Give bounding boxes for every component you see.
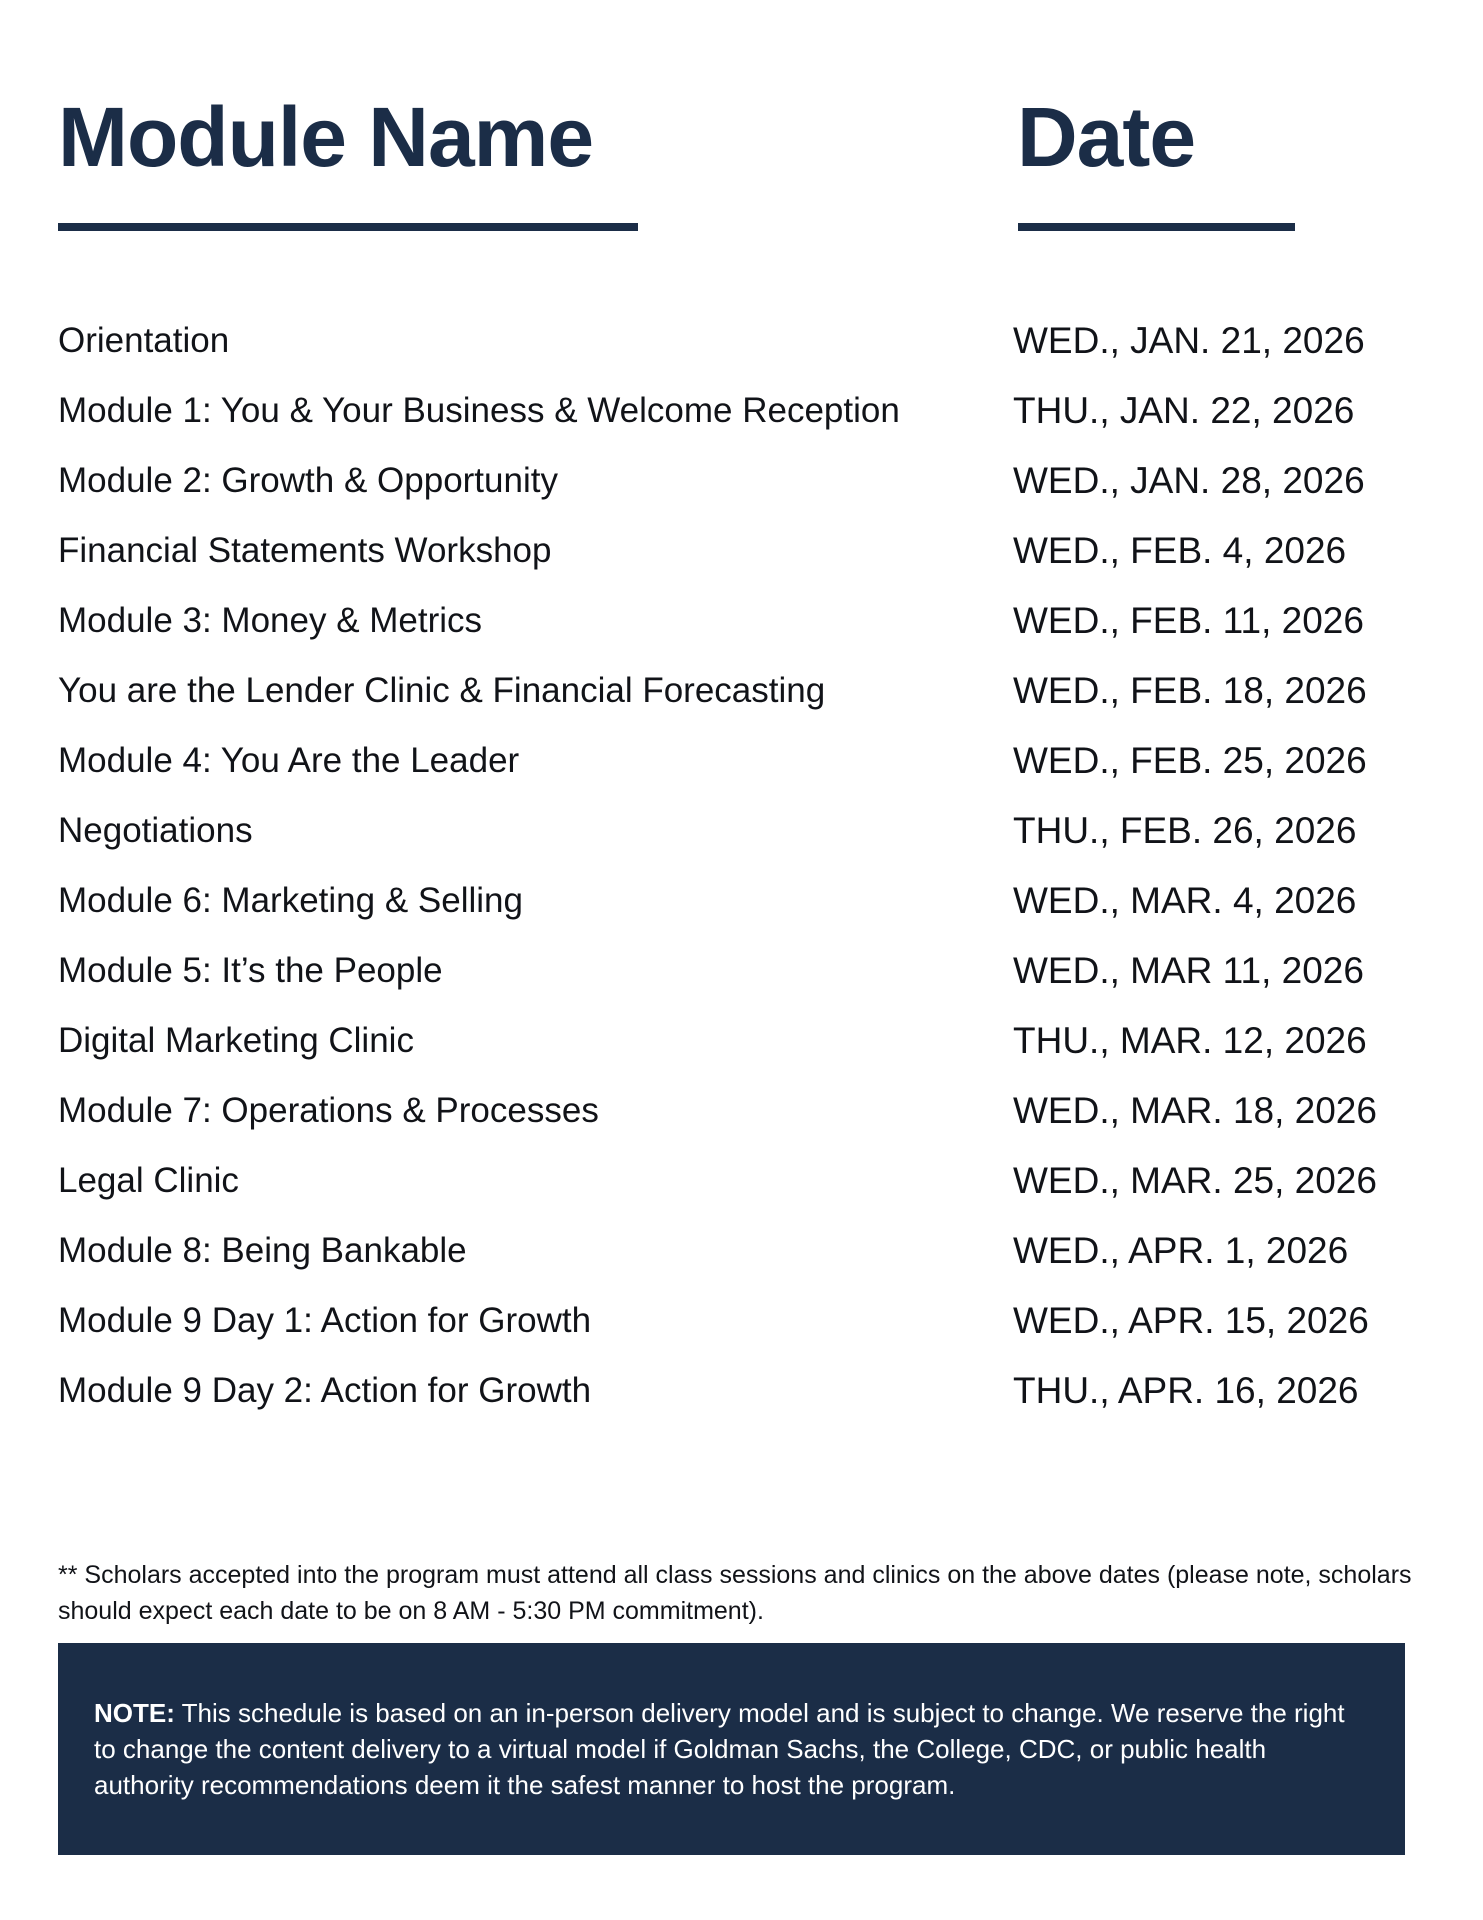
module-date: WED., JAN. 21, 2026: [1013, 320, 1365, 361]
module-name: Module 5: It’s the People: [58, 951, 443, 990]
module-date: WED., MAR. 4, 2026: [1013, 880, 1357, 921]
module-date: WED., FEB. 11, 2026: [1013, 600, 1364, 641]
schedule-row: [0, 318, 1483, 388]
module-name: Module 9 Day 2: Action for Growth: [58, 1371, 592, 1410]
module-name: Module 8: Being Bankable: [58, 1231, 467, 1270]
module-date: WED., APR. 1, 2026: [1013, 1230, 1349, 1271]
schedule-row: [0, 948, 1483, 1018]
schedule-row: [0, 528, 1483, 598]
module-date: THU., MAR. 12, 2026: [1013, 1020, 1367, 1061]
date-underline: [1018, 223, 1295, 231]
module-name: Module 7: Operations & Processes: [58, 1091, 599, 1130]
date-heading: Date: [1017, 90, 1196, 184]
module-date: WED., JAN. 28, 2026: [1013, 460, 1365, 501]
schedule-list: [0, 318, 1483, 1438]
schedule-row: [0, 1368, 1483, 1438]
schedule-row: [0, 598, 1483, 668]
attendance-footnote: ** Scholars accepted into the program must attend all class sessions and clinics on the above dates (please note, scholars should expect each date to be on 8 AM - 5:30 PM commitment).: [58, 1561, 1412, 1625]
module-date: THU., FEB. 26, 2026: [1013, 810, 1357, 851]
module-name: Orientation: [58, 321, 230, 360]
module-name: You are the Lender Clinic & Financial Forecasting: [58, 671, 826, 710]
schedule-row: [0, 1158, 1483, 1228]
schedule-row: [0, 458, 1483, 528]
module-date: THU., JAN. 22, 2026: [1013, 390, 1355, 431]
schedule-row: [0, 878, 1483, 948]
module-name: Legal Clinic: [58, 1161, 239, 1200]
module-name-heading: Module Name: [58, 90, 594, 184]
module-date: THU., APR. 16, 2026: [1013, 1370, 1359, 1411]
module-date: WED., MAR. 18, 2026: [1013, 1090, 1377, 1131]
module-date: WED., APR. 15, 2026: [1013, 1300, 1369, 1341]
note-label: NOTE:: [94, 1698, 175, 1728]
module-date: WED., MAR. 25, 2026: [1013, 1160, 1377, 1201]
module-date: WED., FEB. 18, 2026: [1013, 670, 1367, 711]
schedule-row: [0, 388, 1483, 458]
module-name: Digital Marketing Clinic: [58, 1021, 414, 1060]
note-text: This schedule is based on an in-person delivery model and is subject to change. We reserve the right to change the content delivery to a virtual model if Goldman Sachs, the College, CDC, or public health authority recommendations deem it the safest manner to host the program.: [94, 1698, 1345, 1800]
module-name: Negotiations: [58, 811, 253, 850]
module-date: WED., FEB. 25, 2026: [1013, 740, 1367, 781]
module-name: Module 2: Growth & Opportunity: [58, 461, 558, 500]
schedule-row: [0, 1298, 1483, 1368]
schedule-row: [0, 738, 1483, 808]
module-name: Module 4: You Are the Leader: [58, 741, 520, 780]
module-name: Financial Statements Workshop: [58, 531, 552, 570]
module-name: Module 6: Marketing & Selling: [58, 881, 523, 920]
module-date: WED., MAR 11, 2026: [1013, 950, 1364, 991]
schedule-row: [0, 1228, 1483, 1298]
module-name: Module 3: Money & Metrics: [58, 601, 483, 640]
module-name-underline: [58, 223, 638, 231]
schedule-note-box: [58, 1643, 1405, 1855]
schedule-row: [0, 1018, 1483, 1088]
module-name: Module 1: You & Your Business & Welcome Reception: [58, 391, 900, 430]
schedule-row: [0, 1088, 1483, 1158]
module-name: Module 9 Day 1: Action for Growth: [58, 1301, 592, 1340]
module-date: WED., FEB. 4, 2026: [1013, 530, 1347, 571]
schedule-row: [0, 668, 1483, 738]
schedule-row: [0, 808, 1483, 878]
